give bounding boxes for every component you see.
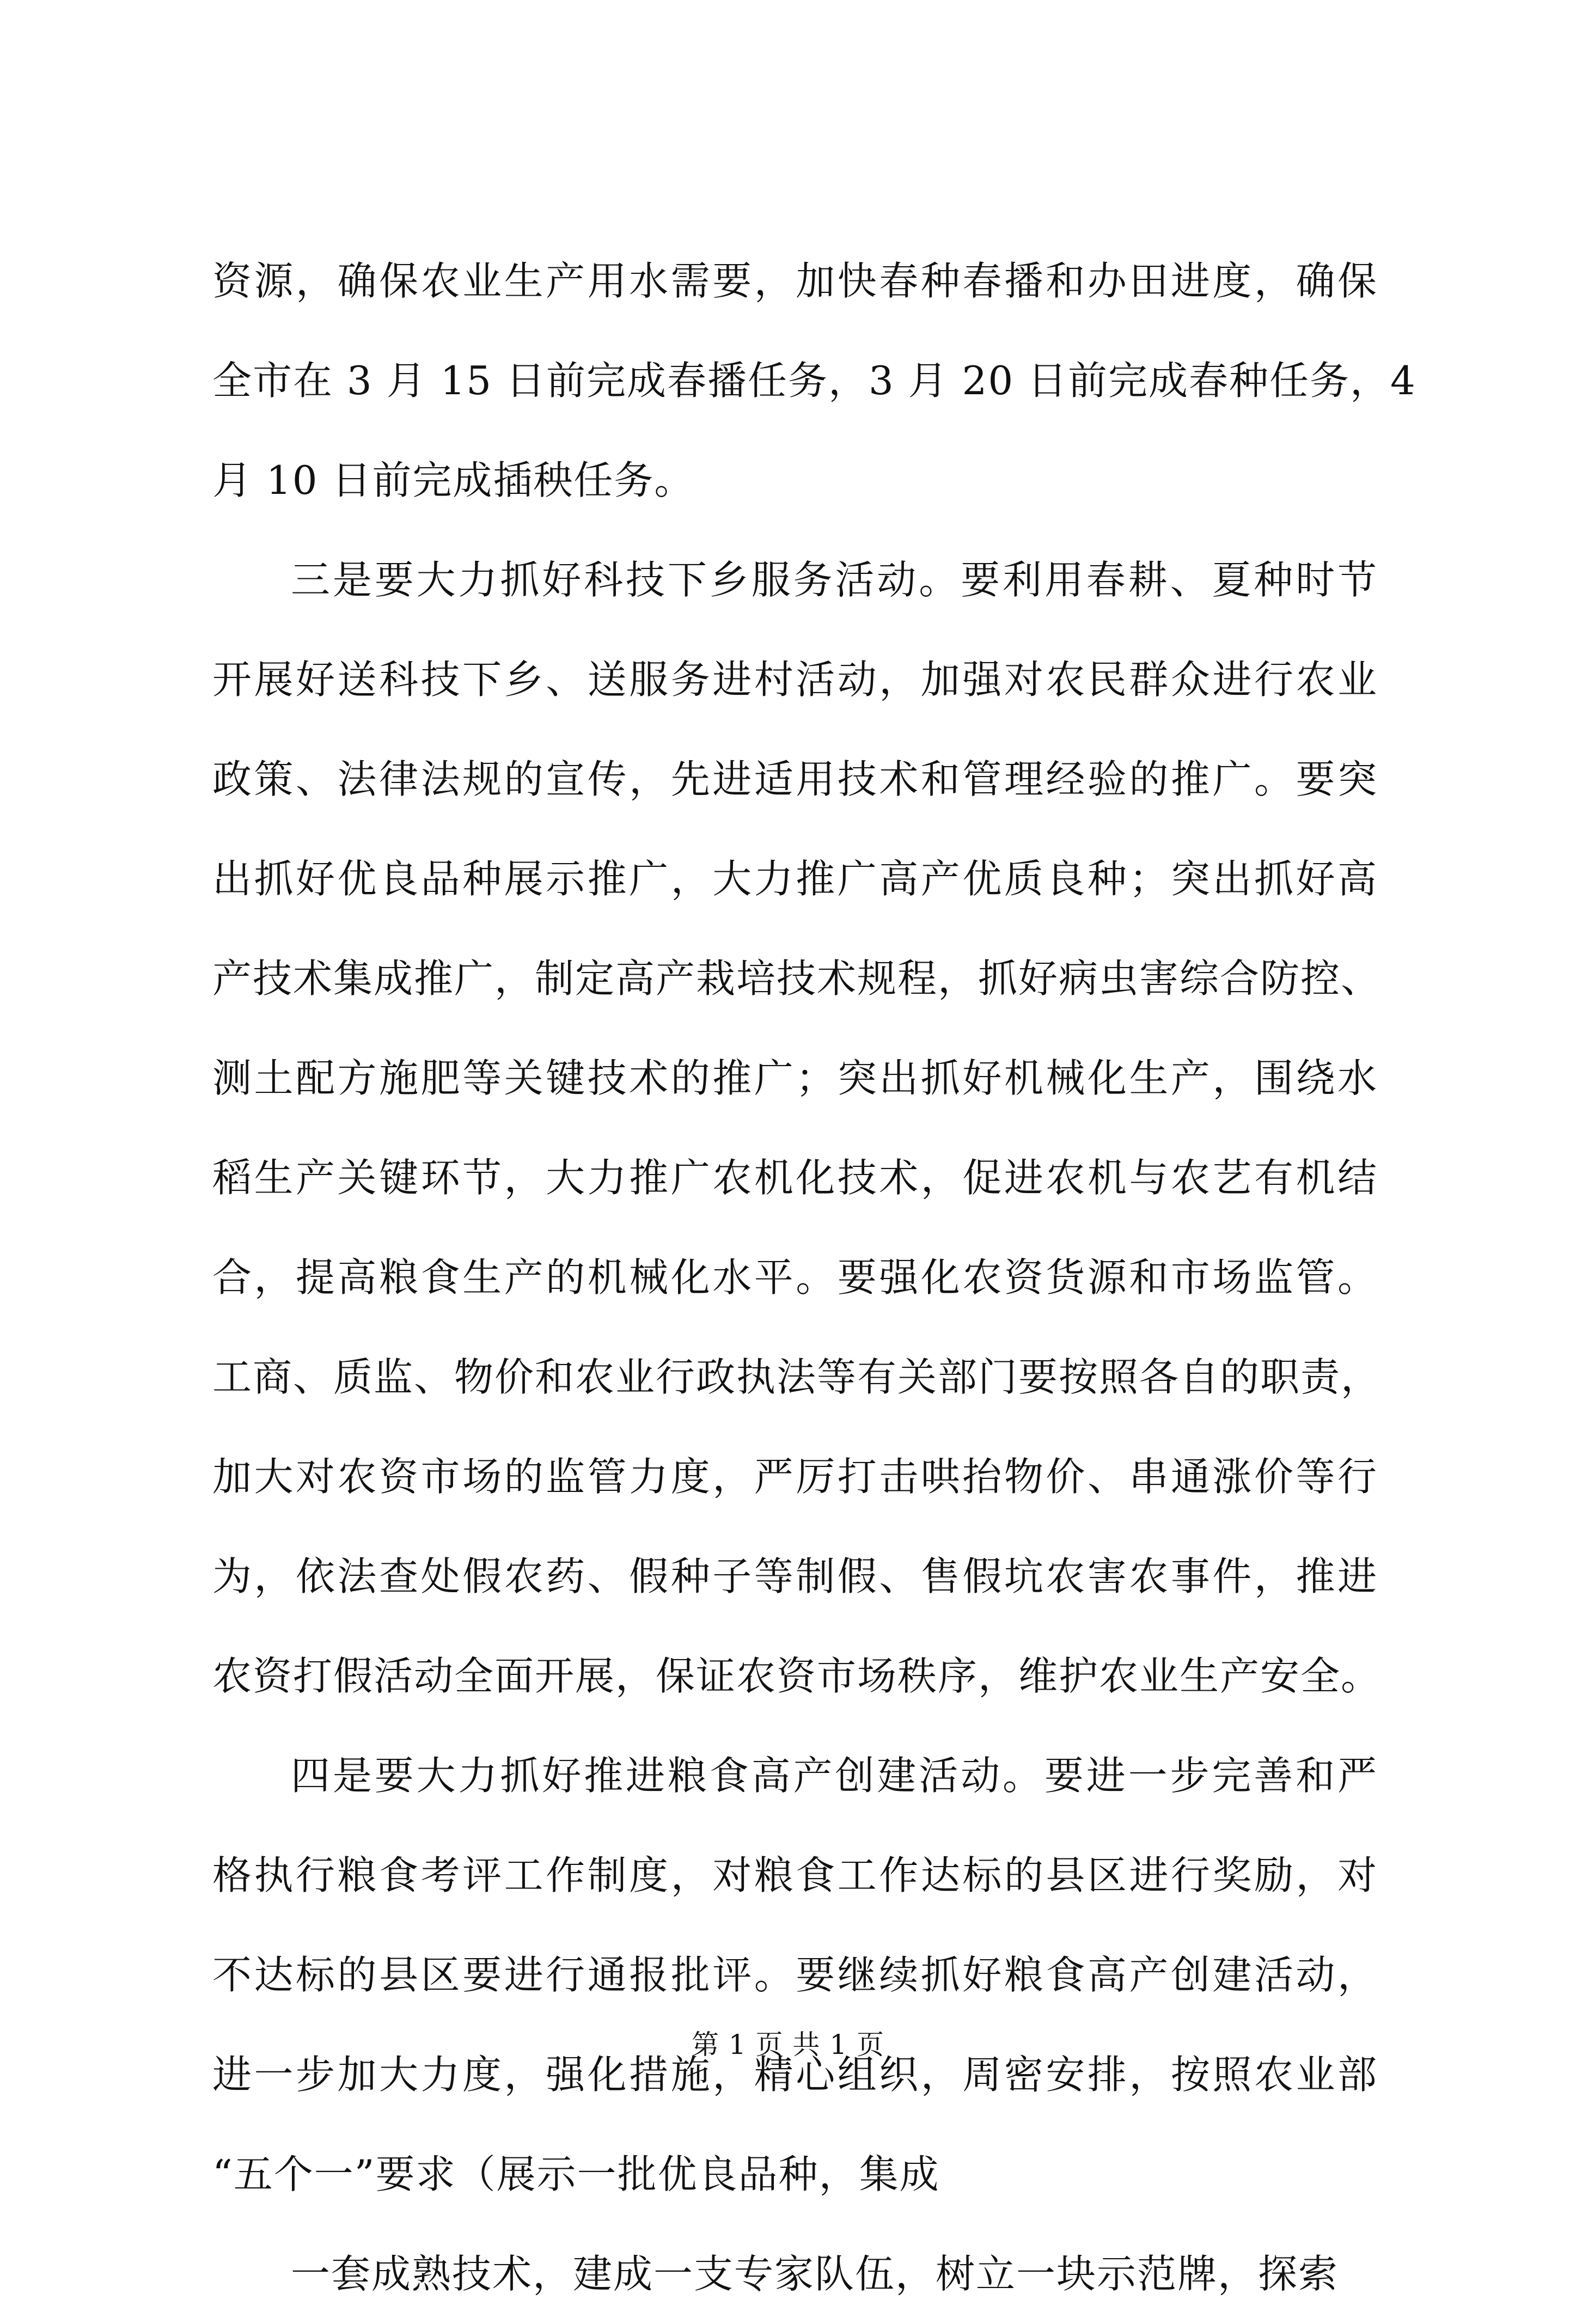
- paragraph-3-first-line: 三是要大力抓好科技下乡服务活动。要利用春耕、夏种时节: [291, 557, 1378, 603]
- text-line-19: 进一步加大力度，强化措施，精心组织，周密安排，按照农业部: [212, 2052, 1378, 2097]
- text-line-20: “五个一”要求（展示一批优良品种，集成: [212, 2151, 940, 2197]
- text-line-9: 测土配方施肥等关键技术的推广；突出抓好机械化生产，围绕水: [212, 1055, 1378, 1101]
- text-line-13: 加大对农资市场的监管力度，严厉打击哄抬物价、串通涨价等行: [212, 1454, 1378, 1500]
- text-line-10: 稻生产关键环节，大力推广农机化技术，促进农机与农艺有机结: [212, 1155, 1378, 1201]
- text-line-1: 资源，确保农业生产用水需要，加快春种春播和办田进度，确保: [212, 258, 1378, 304]
- text-line-18: 不达标的县区要进行通报批评。要继续抓好粮食高产创建活动，: [212, 1952, 1378, 1998]
- text-line-5: 开展好送科技下乡、送服务进村活动，加强对农民群众进行农业: [212, 657, 1378, 702]
- text-line-3: 月 10 日前完成插秧任务。: [212, 457, 695, 503]
- text-line-14: 为，依法查处假农药、假种子等制假、售假坑农害农事件，推进: [212, 1554, 1378, 1599]
- text-line-8: 产技术集成推广，制定高产栽培技术规程，抓好病虫害综合防控、: [212, 956, 1382, 1001]
- text-line-12: 工商、质监、物价和农业行政执法等有关部门要按照各自的职责，: [212, 1354, 1382, 1400]
- document-body: [212, 231, 1416, 2324]
- text-line-17: 格执行粮食考评工作制度，对粮食工作达标的县区进行奖励，对: [212, 1852, 1378, 1898]
- paragraph-5-first-line: 一套成熟技术，建成一支专家队伍，树立一块示范牌，探索: [291, 2251, 1339, 2297]
- text-line-11: 合，提高粮食生产的机械化水平。要强化农资货源和市场监管。: [212, 1255, 1378, 1300]
- page-number-footer: 第 1 页 共 1 页: [691, 2029, 885, 2060]
- text-line-2: 全市在 3 月 15 日前完成春播任务，3 月 20 日前完成春种任务，4: [212, 358, 1416, 403]
- text-line-7: 出抓好优良品种展示推广，大力推广高产优质良种；突出抓好高: [212, 856, 1378, 902]
- paragraph-4-first-line: 四是要大力抓好推进粮食高产创建活动。要进一步完善和严: [291, 1753, 1378, 1799]
- text-line-15: 农资打假活动全面开展，保证农资市场秩序，维护农业生产安全。: [212, 1653, 1382, 1699]
- text-line-6: 政策、法律法规的宣传，先进适用技术和管理经验的推广。要突: [212, 756, 1378, 802]
